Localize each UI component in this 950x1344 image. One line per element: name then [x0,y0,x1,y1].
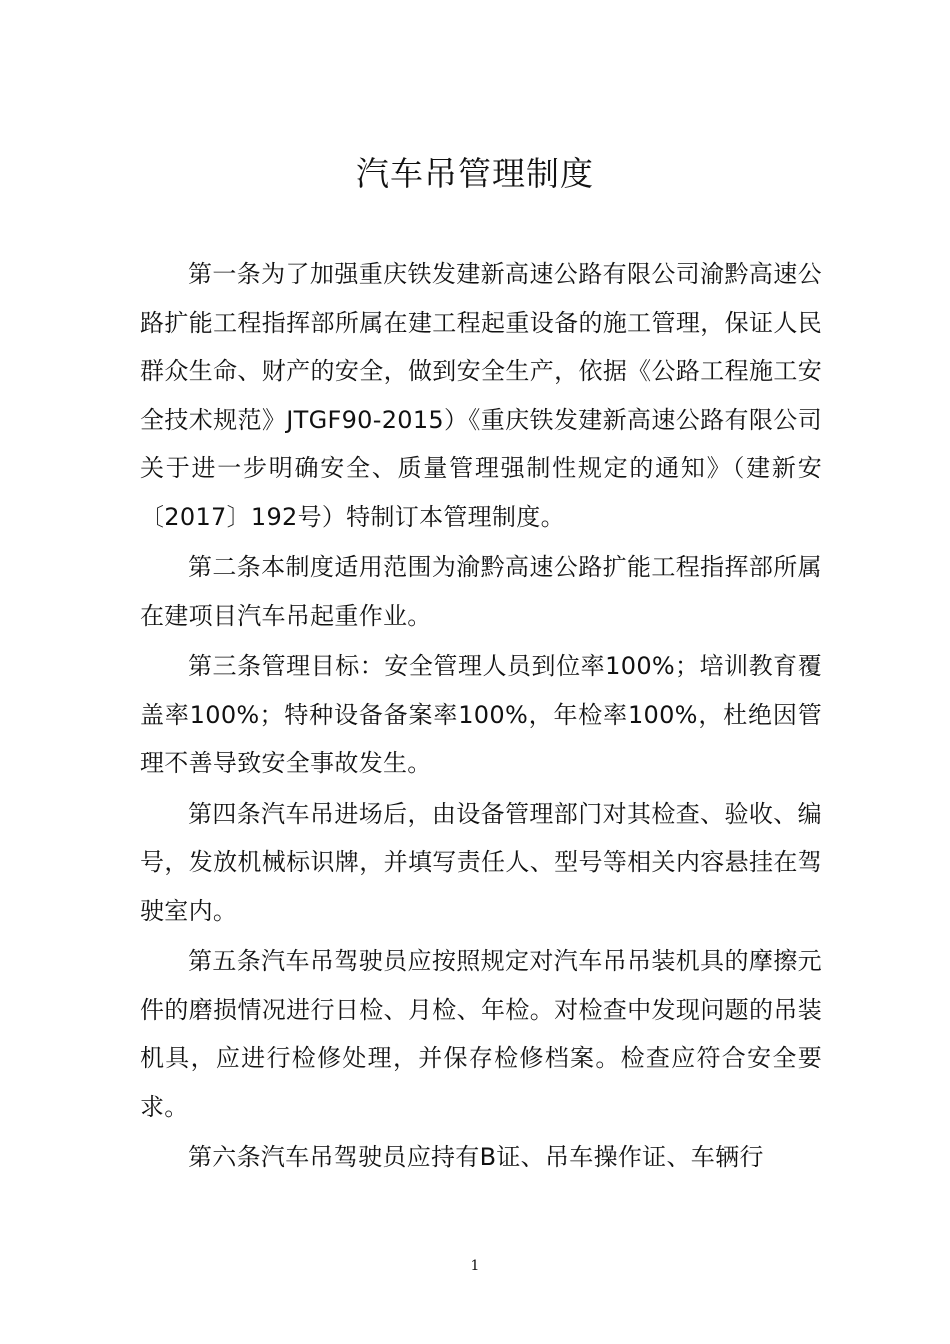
article-1-paragraph: 第一条为了加强重庆铁发建新高速公路有限公司渝黔高速公路扩能工程指挥部所属在建工程起重设备的施工管理，保证人民群众生命、财产的安全，做到安全生产，依据《公路工程施工安全技术规范》JTGF90-2015）《重庆铁发建新高速公路有限公司关于进一步明确安全、质量管理强制性规定的通知》（建新安〔2017〕192号）特制订本管理制度。 [140,260,822,531]
document-title: 汽车吊管理制度 [356,154,594,193]
page-number: 1 [470,1258,480,1274]
article-2-paragraph: 第二条本制度适用范围为渝黔高速公路扩能工程指挥部所属在建项目汽车吊起重作业。 [140,553,822,630]
article-4-paragraph: 第四条汽车吊进场后，由设备管理部门对其检查、验收、编号，发放机械标识牌，并填写责任人、型号等相关内容悬挂在驾驶室内。 [140,799,822,925]
article-3-paragraph: 第三条管理目标：安全管理人员到位率100%；培训教育覆盖率100%；特种设备备案率100%，年检率100%，杜绝因管理不善导致安全事故发生。 [140,652,822,777]
article-6-paragraph: 第六条汽车吊驾驶员应持有B证、吊车操作证、车辆行 [188,1143,764,1171]
article-5-paragraph: 第五条汽车吊驾驶员应按照规定对汽车吊吊装机具的摩擦元件的磨损情况进行日检、月检、年检。对检查中发现问题的吊装机具，应进行检修处理，并保存检修档案。检查应符合安全要求。 [140,947,822,1121]
document-body [140,250,822,1184]
